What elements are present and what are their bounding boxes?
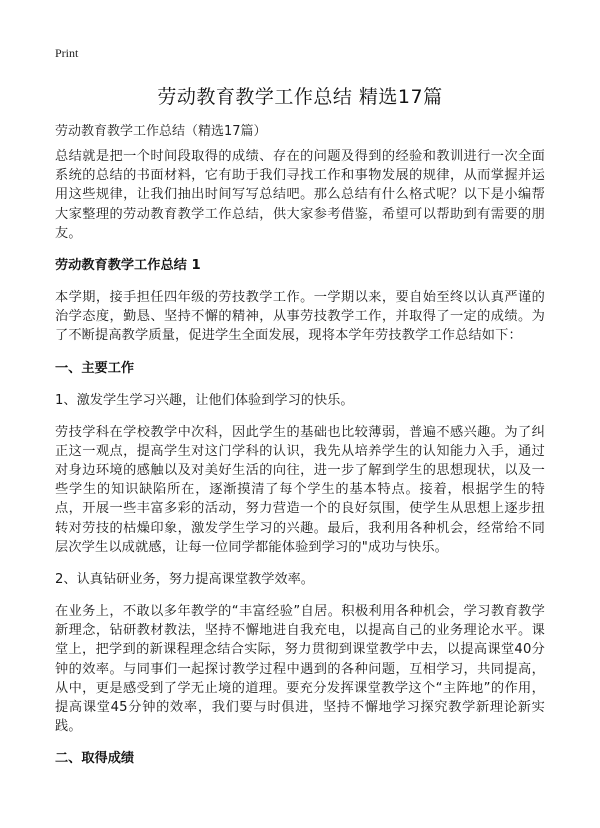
- section-intro-paragraph: 本学期，接手担任四年级的劳技教学工作。一学期以来，要自始至终以认真严谨的治学态度，勤恳、坚持不懈的精神，从事劳技教学工作，并取得了一定的成绩。为了不断提高教学质量，促进学生全面发展，现将本学年劳技教学工作总结如下：: [55, 290, 545, 344]
- part-heading-main-work: 一、主要工作: [55, 360, 135, 376]
- document-title: 劳动教育教学工作总结 精选17篇: [157, 86, 443, 108]
- part-heading-achievements: 二、取得成绩: [55, 751, 135, 767]
- item-body-1: 劳技学科在学校教学中次科，因此学生的基础也比较薄弱，普遍不感兴趣。为了纠正这一观点，提高学生对这门学科的认识，我先从培养学生的认知能力入手，通过对身边环境的感触以及对美好生活的向往，进一步了解到学生的思想现状，以及一些学生的知识缺陷所在，逐渐摸清了每个学生的基本特点。接着，根据学生的特点，开展一些丰富多彩的活动，努力营造一个的良好氛围，使学生从思想上逐步扭转对劳技的枯燥印象，激发学生学习的兴趣。最后，我利用各种机会，经常给不同层次学生以成就感，让每一位同学都能体验到学习的"成功与快乐。: [55, 424, 545, 555]
- item-body-2: 在业务上，不敢以多年教学的“丰富经验”自居。积极利用各种机会，学习教育教学新理念，钻研教材教法，坚持不懈地进自我充电，以提高自己的业务理论水平。课堂上，把学到的新课程理念结合实际，努力贯彻到课堂教学中去，以提高课堂40分钟的效率。与同事们一起探讨教学过程中遇到的各种问题，互相学习，共同提高，从中，更是感受到了学无止境的道理。要充分发挥课堂教学这个“主阵地”的作用，提高课堂45分钟的效率，我们要与时俱进，坚持不懈地学习探究教学新理论新实践。: [55, 604, 545, 735]
- item-title-2: 2、认真钻研业务，努力提高课堂教学效率。: [55, 572, 314, 588]
- document-body: [55, 147, 545, 781]
- intro-paragraph: 总结就是把一个时间段取得的成绩、存在的问题及得到的经验和教训进行一次全面系统的总结的书面材料，它有助于我们寻找工作和事物发展的规律，从而掌握并运用这些规律，让我们抽出时间写写总结吧。那么总结有什么格式呢？以下是小编帮大家整理的劳动教育教学工作总结，供大家参考借鉴，希望可以帮助到有需要的朋友。: [55, 149, 545, 241]
- section-heading: 劳动教育教学工作总结 1: [55, 258, 201, 274]
- print-label[interactable]: Print: [55, 46, 79, 60]
- document-subtitle: 劳动教育教学工作总结（精选17篇）: [55, 124, 267, 139]
- item-title-1: 1、激发学生学习兴趣，让他们体验到学习的快乐。: [55, 392, 354, 408]
